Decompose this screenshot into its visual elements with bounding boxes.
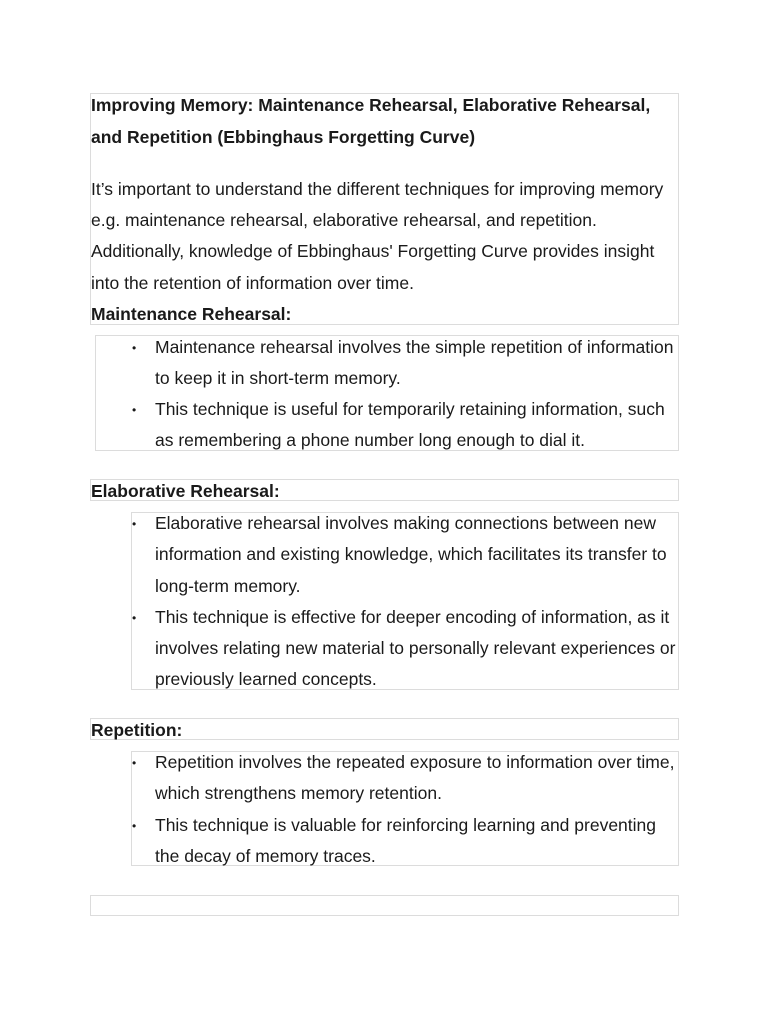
- bullet-marker: •: [132, 611, 137, 625]
- repetition-bullet-2-line-2: the decay of memory traces.: [155, 846, 376, 866]
- repetition-bullet-1-line-1: Repetition involves the repeated exposure to information over time,: [155, 752, 675, 772]
- section-heading-elaborative: Elaborative Rehearsal:: [91, 481, 280, 501]
- document-title-line-1: Improving Memory: Maintenance Rehearsal, Elaborative Rehearsal,: [91, 95, 651, 115]
- elaborative-bullet-1-line-1: Elaborative rehearsal involves making connections between new: [155, 513, 656, 533]
- repetition-bullet-1-line-2: which strengthens memory retention.: [155, 783, 442, 803]
- elaborative-bullet-1-line-2: information and existing knowledge, which facilitates its transfer to: [155, 544, 667, 564]
- intro-line-1: It’s important to understand the different techniques for improving memory: [91, 179, 664, 199]
- section-heading-repetition: Repetition:: [91, 720, 183, 740]
- maintenance-bullet-2-line-1: This technique is useful for temporarily retaining information, such: [155, 399, 665, 419]
- intro-line-4: into the retention of information over time.: [91, 273, 414, 293]
- bullet-marker: •: [132, 341, 137, 355]
- elaborative-list-frame: [131, 512, 679, 690]
- elaborative-bullet-1-line-3: long-term memory.: [155, 576, 301, 596]
- bullet-marker: •: [132, 403, 137, 417]
- intro-line-3: Additionally, knowledge of Ebbinghaus' Forgetting Curve provides insight: [91, 241, 655, 261]
- elaborative-bullet-2-line-1: This technique is effective for deeper encoding of information, as it: [155, 607, 670, 627]
- elaborative-bullet-2-line-3: previously learned concepts.: [155, 669, 377, 689]
- maintenance-bullet-1-line-1: Maintenance rehearsal involves the simple repetition of information: [155, 337, 674, 357]
- bullet-marker: •: [132, 756, 137, 770]
- document-title-line-2: and Repetition (Ebbinghaus Forgetting Curve): [91, 127, 476, 147]
- intro-line-2: e.g. maintenance rehearsal, elaborative rehearsal, and repetition.: [91, 210, 597, 230]
- maintenance-bullet-1-line-2: to keep it in short-term memory.: [155, 368, 401, 388]
- empty-block-frame: [90, 895, 679, 916]
- elaborative-bullet-2-line-2: involves relating new material to personally relevant experiences or: [155, 638, 676, 658]
- section-heading-maintenance: Maintenance Rehearsal:: [91, 304, 292, 324]
- bullet-marker: •: [132, 819, 137, 833]
- maintenance-bullet-2-line-2: as remembering a phone number long enough to dial it.: [155, 430, 585, 450]
- bullet-marker: •: [132, 517, 137, 531]
- repetition-bullet-2-line-1: This technique is valuable for reinforcing learning and preventing: [155, 815, 656, 835]
